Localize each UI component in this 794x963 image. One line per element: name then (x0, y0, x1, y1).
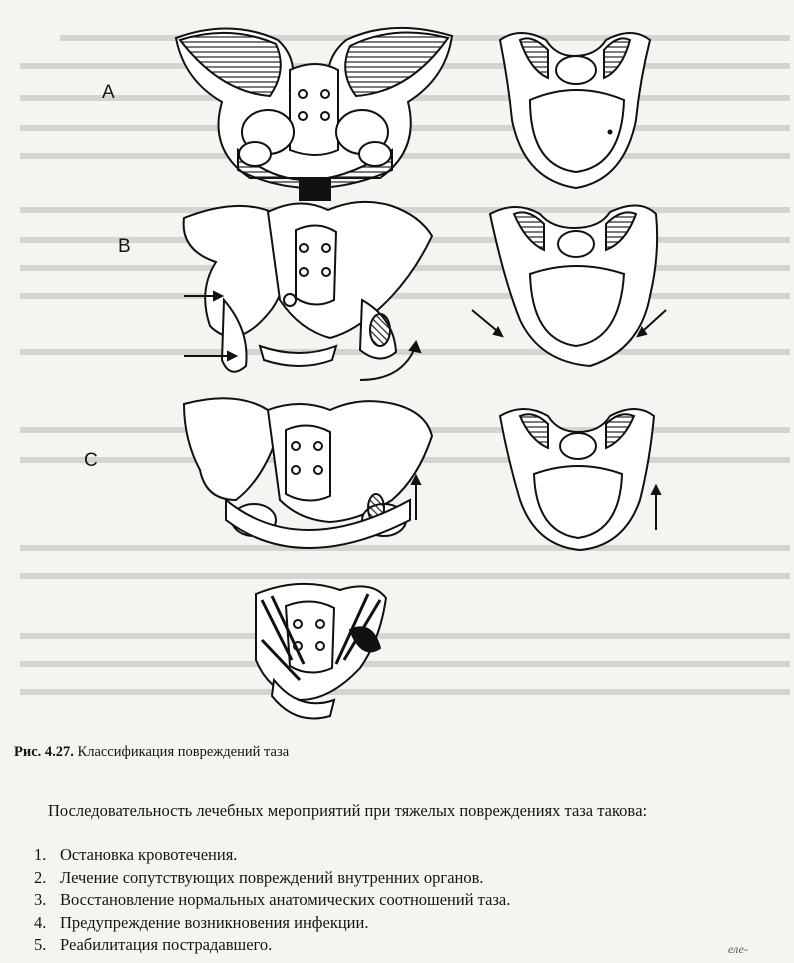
step-number: 1. (34, 845, 47, 864)
panel-label-c: C (84, 450, 98, 471)
treatment-steps-list (34, 844, 510, 957)
step-number: 4. (34, 912, 47, 932)
body-paragraph (14, 800, 784, 822)
step-number: 5. (34, 935, 47, 954)
step-number: 2. (34, 867, 47, 887)
list-item (34, 867, 510, 890)
step-number: 3. (34, 890, 47, 909)
step-text: Реабилитация пострадавшего. (60, 935, 273, 954)
list-item (34, 889, 510, 912)
intro-paragraph: Последовательность лечебных мероприятий при тяжелых повреждениях таза таковa: (48, 801, 648, 820)
arrows-c (412, 476, 420, 520)
pelvis-d-ligaments (256, 584, 386, 719)
pelvis-b-inlet (490, 205, 657, 366)
arrows-c-inlet (652, 486, 660, 530)
list-item (34, 934, 510, 957)
panel-label-a: A (102, 82, 115, 103)
step-text: Восстановление нормальных анатомических соотношений таза. (60, 890, 511, 909)
figure-number: Рис. 4.27. (14, 744, 74, 760)
figure-caption (14, 744, 289, 761)
list-item (34, 844, 510, 867)
step-text: Остановка кровотечения. (60, 845, 238, 864)
step-text: Лечение сопутствующих повреждений внутренних органов. (60, 867, 484, 887)
pelvis-a-front (176, 28, 452, 200)
list-item (34, 912, 510, 935)
pelvis-b-front (184, 202, 432, 372)
cut-off-text-fragment: еле- (728, 942, 748, 956)
figure-caption-text: Классификация повреждений таза (73, 744, 290, 760)
step-text: Предупреждение возникновения инфекции. (60, 912, 369, 932)
pelvis-c-front (184, 398, 432, 548)
pelvis-a-inlet (500, 33, 650, 188)
panel-label-b: B (118, 236, 131, 257)
